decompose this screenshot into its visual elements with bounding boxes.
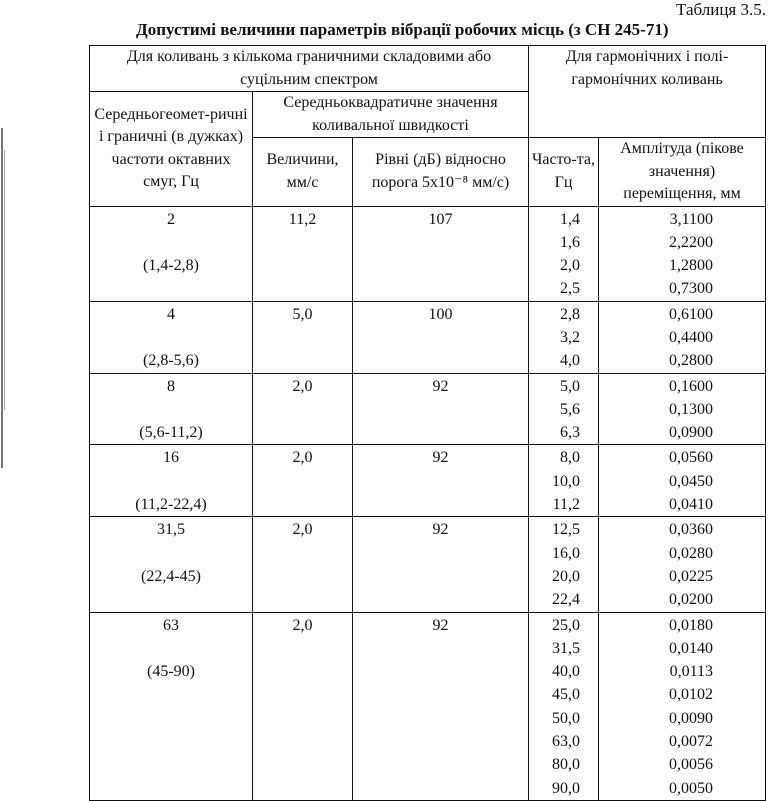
frequency-value: 2,0 bbox=[560, 257, 581, 275]
amplitude-value: 0,0056 bbox=[669, 756, 714, 774]
header-amplitude: Амплітуда (пікове значення) переміщення, мм bbox=[599, 138, 766, 207]
level-db-value: 92 bbox=[432, 449, 449, 467]
amplitude-value: 0,0360 bbox=[669, 521, 714, 539]
geo-frequency-value: 63 bbox=[163, 616, 179, 634]
velocity-value-cell bbox=[253, 206, 353, 301]
frequency-value: 4,0 bbox=[560, 352, 581, 370]
velocity-value-cell bbox=[253, 517, 353, 612]
amplitude-value: 0,0102 bbox=[669, 686, 714, 704]
header-levels-db: Рівні (дБ) відносно порога 5x10⁻⁸ мм/с) bbox=[353, 138, 529, 207]
velocity-value-cell bbox=[253, 445, 353, 517]
frequency-value: 2,5 bbox=[560, 280, 581, 298]
frequency-range: (2,8-5,6) bbox=[143, 352, 199, 370]
amplitude-cell bbox=[599, 612, 766, 800]
table-row bbox=[90, 206, 766, 301]
frequency-cell bbox=[529, 373, 599, 445]
frequency-value: 2,8 bbox=[560, 305, 581, 323]
vibration-table bbox=[89, 45, 766, 801]
header-harmonic-group: Для гармонічних і полі-гармонічних коливань bbox=[529, 46, 766, 138]
frequency-value: 5,0 bbox=[560, 377, 581, 395]
frequency-value: 8,0 bbox=[560, 449, 581, 467]
frequency-value: 12,5 bbox=[552, 521, 581, 539]
amplitude-value: 0,0560 bbox=[669, 449, 714, 467]
header-geo-frequency: Середньогеомет-ричні і граничні (в дужках) частоти октавних смуг, Гц bbox=[90, 92, 253, 207]
velocity-value: 2,0 bbox=[292, 521, 313, 539]
amplitude-value: 0,2800 bbox=[669, 352, 714, 370]
table-title: Допустимі величини параметрів вібрації робочих місць (з СН 245-71) bbox=[136, 20, 669, 39]
level-db-value: 92 bbox=[432, 377, 449, 395]
velocity-value-cell bbox=[253, 612, 353, 800]
amplitude-value: 0,1600 bbox=[669, 377, 714, 395]
level-db-cell bbox=[353, 445, 529, 517]
amplitude-value: 0,0180 bbox=[669, 616, 714, 634]
amplitude-value: 2,2200 bbox=[669, 233, 714, 251]
amplitude-cell bbox=[599, 206, 766, 301]
frequency-value: 5,6 bbox=[560, 400, 581, 418]
amplitude-value: 0,4400 bbox=[669, 328, 714, 346]
velocity-value: 2,0 bbox=[292, 449, 313, 467]
amplitude-value: 0,0900 bbox=[669, 424, 714, 442]
table-row bbox=[90, 301, 766, 373]
velocity-value-cell bbox=[253, 373, 353, 445]
table-row bbox=[90, 517, 766, 612]
amplitude-cell bbox=[599, 517, 766, 612]
amplitude-value: 3,1100 bbox=[669, 210, 714, 228]
frequency-cell bbox=[529, 612, 599, 800]
level-db-value: 100 bbox=[428, 305, 453, 323]
level-db-cell bbox=[353, 301, 529, 373]
amplitude-value: 0,0410 bbox=[669, 496, 714, 514]
frequency-value: 40,0 bbox=[552, 663, 581, 681]
frequency-value: 16,0 bbox=[552, 544, 581, 562]
frequency-value: 90,0 bbox=[552, 779, 581, 797]
frequency-value: 1,4 bbox=[560, 210, 581, 228]
frequency-cell bbox=[529, 301, 599, 373]
header-rms-velocity: Середньоквадратичне значення коливальної швидкості bbox=[253, 92, 529, 138]
amplitude-value: 0,0200 bbox=[669, 591, 714, 609]
amplitude-value: 0,0072 bbox=[669, 733, 714, 751]
amplitude-value: 0,7300 bbox=[669, 280, 714, 298]
header-frequency-hz: Часто-та, Гц bbox=[529, 138, 599, 207]
frequency-range: (11,2-22,4) bbox=[135, 496, 207, 514]
frequency-value: 6,3 bbox=[560, 424, 581, 442]
amplitude-value: 0,0450 bbox=[669, 472, 714, 490]
amplitude-value: 0,0113 bbox=[669, 663, 714, 681]
frequency-cell bbox=[529, 517, 599, 612]
amplitude-cell bbox=[599, 301, 766, 373]
velocity-value: 11,2 bbox=[288, 210, 317, 228]
frequency-value: 45,0 bbox=[552, 686, 581, 704]
table-row bbox=[90, 373, 766, 445]
amplitude-value: 0,1300 bbox=[669, 400, 714, 418]
level-db-cell bbox=[353, 373, 529, 445]
table-row bbox=[90, 612, 766, 800]
frequency-range: (45-90) bbox=[147, 663, 195, 681]
frequency-value: 1,6 bbox=[560, 233, 581, 251]
frequency-range: (22,4-45) bbox=[141, 567, 201, 585]
frequency-cell bbox=[529, 445, 599, 517]
amplitude-value: 0,0090 bbox=[669, 709, 714, 727]
geo-frequency-value: 16 bbox=[163, 449, 179, 467]
header-values-mm-s: Величини, мм/с bbox=[253, 138, 353, 207]
level-db-value: 92 bbox=[432, 616, 449, 634]
geo-frequency-value: 8 bbox=[167, 377, 175, 395]
scan-margin-line bbox=[1, 128, 3, 468]
level-db-value: 107 bbox=[428, 210, 453, 228]
frequency-cell bbox=[529, 206, 599, 301]
amplitude-value: 0,6100 bbox=[669, 305, 714, 323]
amplitude-value: 0,0225 bbox=[669, 567, 714, 585]
frequency-value: 31,5 bbox=[552, 639, 581, 657]
frequency-value: 3,2 bbox=[560, 328, 581, 346]
amplitude-value: 0,0050 bbox=[669, 779, 714, 797]
frequency-range: (1,4-2,8) bbox=[143, 257, 199, 275]
frequency-value: 63,0 bbox=[552, 733, 581, 751]
amplitude-cell bbox=[599, 373, 766, 445]
frequency-value: 25,0 bbox=[552, 616, 581, 634]
amplitude-cell bbox=[599, 445, 766, 517]
geo-frequency-cell bbox=[90, 373, 253, 445]
table-row bbox=[90, 445, 766, 517]
geo-frequency-value: 4 bbox=[167, 305, 175, 323]
scan-margin-line bbox=[4, 150, 5, 410]
amplitude-value: 0,0280 bbox=[669, 544, 714, 562]
frequency-range: (5,6-11,2) bbox=[139, 424, 203, 442]
frequency-value: 80,0 bbox=[552, 756, 581, 774]
geo-frequency-cell bbox=[90, 517, 253, 612]
frequency-value: 20,0 bbox=[552, 567, 581, 585]
velocity-value: 2,0 bbox=[292, 377, 313, 395]
geo-frequency-cell bbox=[90, 445, 253, 517]
frequency-value: 10,0 bbox=[552, 472, 581, 490]
frequency-value: 50,0 bbox=[552, 709, 581, 727]
amplitude-value: 1,2800 bbox=[669, 257, 714, 275]
table-body bbox=[90, 206, 766, 800]
level-db-cell bbox=[353, 612, 529, 800]
velocity-value: 2,0 bbox=[292, 616, 313, 634]
header-spectrum-group: Для коливань з кількома граничними складовими або суцільним спектром bbox=[90, 46, 529, 92]
velocity-value-cell bbox=[253, 301, 353, 373]
level-db-cell bbox=[353, 517, 529, 612]
geo-frequency-value: 2 bbox=[167, 210, 175, 228]
frequency-value: 11,2 bbox=[552, 496, 581, 514]
amplitude-value: 0,0140 bbox=[669, 639, 714, 657]
level-db-cell bbox=[353, 206, 529, 301]
geo-frequency-cell bbox=[90, 206, 253, 301]
geo-frequency-cell bbox=[90, 612, 253, 800]
geo-frequency-value: 31,5 bbox=[157, 521, 185, 539]
frequency-value: 22,4 bbox=[552, 591, 581, 609]
level-db-value: 92 bbox=[432, 521, 449, 539]
velocity-value: 5,0 bbox=[292, 305, 313, 323]
table-label: Таблиця 3.5. bbox=[676, 0, 766, 19]
geo-frequency-cell bbox=[90, 301, 253, 373]
